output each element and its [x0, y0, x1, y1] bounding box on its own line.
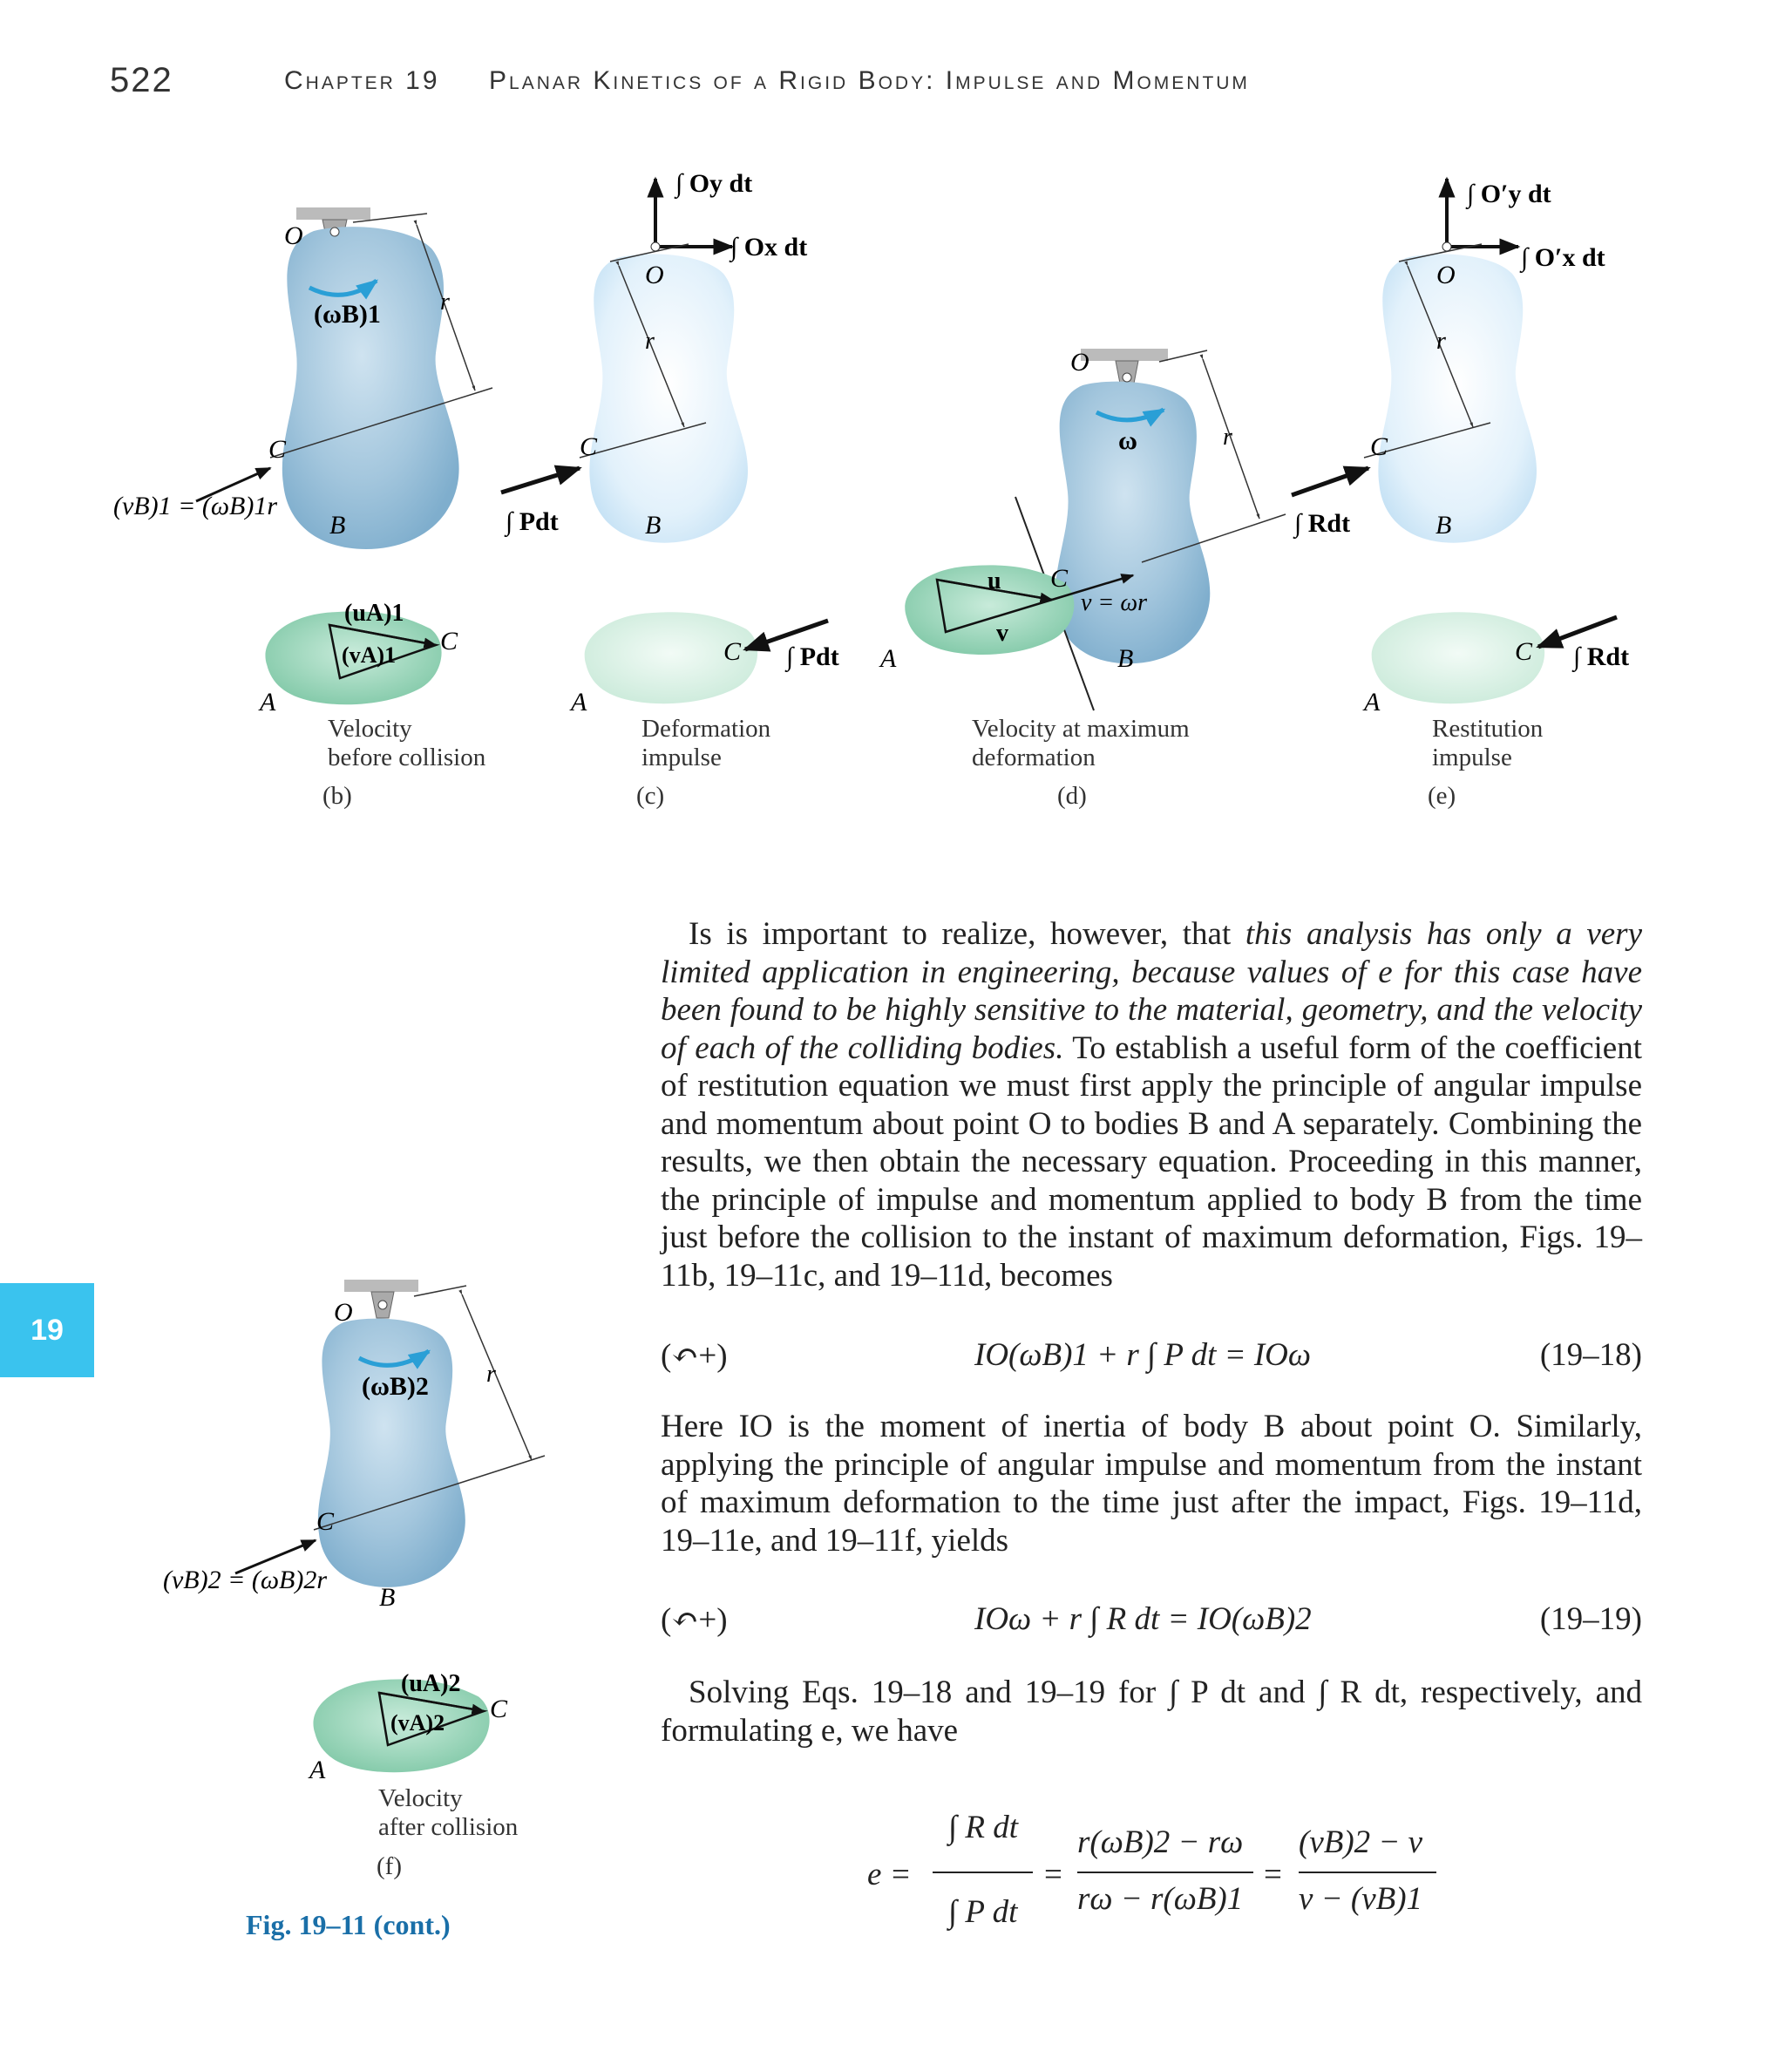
pin-o-c — [651, 242, 660, 251]
caption-c-1: Deformation — [641, 715, 771, 743]
label-v-d: v — [996, 620, 1008, 647]
caption-d-2: deformation — [972, 744, 1096, 771]
label-O-b: O — [284, 221, 303, 250]
eq3-num3: (vB)2 − v — [1299, 1824, 1423, 1860]
body-c-shape — [589, 254, 748, 542]
chapter-tab[interactable]: 19 — [0, 1283, 94, 1377]
figure-caption: Fig. 19–11 (cont.) — [246, 1909, 451, 1940]
label-O-f: O — [334, 1298, 353, 1327]
panel-label-b: (b) — [322, 782, 352, 810]
eq3-lhs: e = — [867, 1857, 912, 1892]
dim-r-f — [462, 1294, 532, 1460]
eq2-expression: IOω + r ∫ R dt = IO(ωB)2 — [974, 1601, 1312, 1637]
paragraph-1-end: To establish a useful form of the coefficient of restitution equation we must first apply the principle of angular impulse and momentum about point O to bodies B and A separately. Combining the results, we then obtain the necessary equation. Proceeding in this manner, the principle of impulse and momentum applied to body B from the time just before the collision to the instant of maximum deformation, Figs. 19–11b, 19–11c, and 19–11d, becomes — [661, 1029, 1643, 1294]
body-f-shape — [318, 1319, 465, 1587]
eq3-den3: v − (vB)1 — [1299, 1881, 1423, 1917]
label-Pdt-c: ∫ Pdt — [506, 507, 559, 536]
label-A-c: A — [571, 688, 587, 717]
R-impulse-arrow-e — [1292, 468, 1368, 495]
label-uA1: (uA)1 — [344, 600, 404, 627]
label-C-f: C — [316, 1507, 335, 1536]
eq3-den2: rω − r(ωB)1 — [1077, 1881, 1244, 1917]
equation-19-18 — [661, 1321, 1642, 1390]
panel-b — [113, 207, 492, 810]
label-vB1: (vB)1 = (ωB)1r — [113, 492, 278, 520]
pin-o-e — [1442, 242, 1451, 251]
label-omega-d: ω — [1118, 426, 1137, 455]
eq3-num2: r(ωB)2 − rω — [1077, 1824, 1244, 1860]
label-O-c: O — [645, 261, 664, 289]
label-A-d: A — [880, 644, 897, 673]
label-C-e: C — [1370, 432, 1388, 461]
body-d-shape — [1055, 382, 1210, 664]
label-B-b: B — [329, 511, 346, 540]
pin-o-b — [330, 228, 339, 236]
support-f — [344, 1280, 418, 1292]
label-B-e: B — [1435, 511, 1452, 540]
label-Rdt-e: ∫ Rdt — [1294, 509, 1351, 538]
caption-c-2: impulse — [641, 744, 722, 771]
label-omegaB2: (ωB)2 — [362, 1372, 429, 1401]
label-vA2: (vA)2 — [390, 1710, 445, 1736]
label-A-f: A — [309, 1756, 326, 1784]
body-e-shape — [1378, 254, 1537, 542]
chapter-label: Chapter 19 — [284, 66, 440, 95]
label-Ox: ∫ Ox dt — [730, 233, 808, 262]
eq1-number: (19–18) — [1539, 1337, 1642, 1373]
paragraph-1-start: Is is important to realize, however, that — [689, 916, 1245, 952]
label-Opx: ∫ O′x dt — [1521, 243, 1605, 272]
dim-line-f-top — [414, 1286, 466, 1296]
equation-19-19 — [661, 1585, 1642, 1654]
panel-e — [1292, 179, 1629, 810]
paragraph-1-italic: this analysis has only a very limited application in engineering, because values of e for this case have been found to be highly sensitive to the material, geometry, and the velocity of each of the colliding bodies. — [661, 916, 1642, 1066]
caption-b-2: before collision — [328, 744, 486, 771]
P-impulse-arrow-c — [501, 468, 580, 493]
panel-label-f: (f) — [377, 1852, 402, 1880]
caption-e-2: impulse — [1432, 744, 1512, 771]
eq3-num1: ∫ R dt — [948, 1810, 1019, 1845]
label-Opy: ∫ O′y dt — [1467, 180, 1551, 208]
label-r-f: r — [486, 1361, 496, 1388]
label-r-c: r — [645, 328, 655, 355]
label-u-d: u — [988, 567, 1001, 594]
support-b — [296, 207, 370, 220]
panel-c — [501, 169, 839, 810]
caption-f-2: after collision — [378, 1813, 519, 1841]
label-v-eq: v = ωr — [1081, 589, 1147, 616]
panel-d — [879, 348, 1286, 810]
eq2-number: (19–19) — [1539, 1601, 1642, 1637]
caption-b-1: Velocity — [328, 715, 412, 743]
label-O-e: O — [1436, 261, 1456, 289]
eq2-sign-convention: (↶+) — [661, 1602, 728, 1638]
support-d — [1081, 349, 1168, 361]
label-C-b2: C — [440, 627, 458, 656]
panel-label-c: (c) — [636, 782, 665, 810]
pin-o-d — [1123, 373, 1131, 382]
body-b-shape — [282, 227, 459, 549]
caption-d-1: Velocity at maximum — [972, 715, 1190, 743]
label-C-c2: C — [723, 637, 742, 666]
paragraph-2: Here IO is the moment of inertia of body B about point O. Similarly, applying the principle of angular impulse and momentum from the instant of maximum deformation to the time just after the impact, Figs. 19–11d, 19–11e, and 19–11f, yields — [661, 1409, 1642, 1559]
page-number: 522 — [110, 61, 173, 99]
label-O-d: O — [1070, 348, 1089, 377]
paragraph-1 — [661, 915, 1642, 1294]
label-Pdt-c2: ∫ Pdt — [786, 642, 839, 671]
panel-label-e: (e) — [1428, 782, 1456, 810]
label-C-c: C — [580, 432, 598, 461]
label-B-c: B — [645, 511, 662, 540]
pin-o-f — [378, 1301, 387, 1309]
panel-f — [163, 1280, 545, 1880]
label-r-e: r — [1436, 328, 1446, 355]
chapter-title: Planar Kinetics of a Rigid Body: Impulse and Momentum — [489, 66, 1250, 95]
label-C-b: C — [268, 435, 287, 464]
label-Oy: ∫ Oy dt — [675, 169, 753, 198]
eq1-sign-convention: (↶+) — [661, 1338, 728, 1374]
label-vB2: (vB)2 = (ωB)2r — [163, 1566, 328, 1594]
label-B-d: B — [1117, 644, 1134, 673]
caption-e-1: Restitution — [1432, 715, 1544, 743]
label-vA1: (vA)1 — [342, 642, 397, 668]
eq1-expression: IO(ωB)1 + r ∫ P dt = IOω — [974, 1337, 1312, 1373]
panel-label-d: (d) — [1057, 782, 1087, 810]
label-r-b: r — [440, 289, 450, 316]
label-A-b: A — [260, 688, 276, 717]
label-C-e2: C — [1515, 637, 1533, 666]
label-B-f: B — [379, 1583, 396, 1612]
label-C-f2: C — [490, 1695, 508, 1723]
label-r-d: r — [1223, 424, 1232, 451]
eq3-den1: ∫ P dt — [948, 1894, 1018, 1930]
caption-f-1: Velocity — [378, 1784, 463, 1812]
label-uA2: (uA)2 — [401, 1670, 461, 1697]
paragraph-3: Solving Eqs. 19–18 and 19–19 for ∫ P dt and ∫ R dt, respectively, and formulating e, we have — [661, 1675, 1642, 1749]
label-A-e: A — [1364, 688, 1381, 717]
label-omegaB1: (ωB)1 — [314, 300, 381, 329]
eq3-eq2: = — [1264, 1857, 1282, 1892]
eq3-eq1: = — [1044, 1857, 1062, 1892]
label-Rdt-e2: ∫ Rdt — [1573, 642, 1630, 671]
label-C-d: C — [1050, 564, 1069, 593]
